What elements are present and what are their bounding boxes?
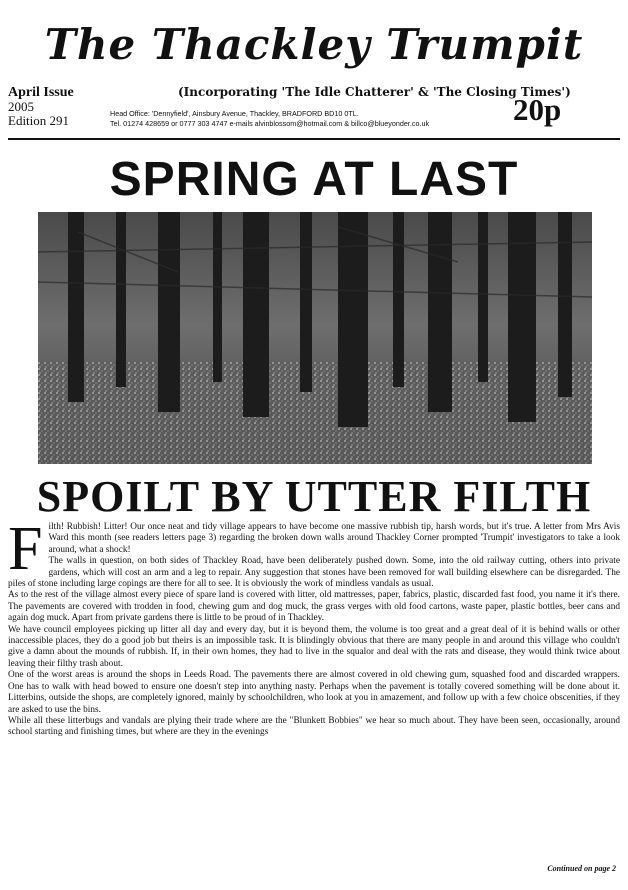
- drop-cap: F: [8, 515, 43, 583]
- article-paragraph-3: As to the rest of the village almost every piece of spare land is covered with litter, old mattresses, paper, fabrics, plastic, discarded fast food, you name it it's there. The pavements are covered with trodden in food, chewing gum and dog muck, the grass verges with old food cartons, waste paper, plastic bottles, beer cans and again dog muck. Apart from private gardens there is little to be proud of in Thackley.: [8, 590, 620, 624]
- main-headline: SPRING AT LAST: [109, 153, 519, 206]
- issue-info: [8, 86, 108, 128]
- article-paragraph-1: ilth! Rubbish! Litter! Our once neat and tidy village appears to have become one massive rubbish tip, harsh words, but it's true. A letter from Mrs Avis Ward this month (see readers letters page 3) regarding the broken down walls around Thackley Corner prompted 'Trumpit' investigators to take a look around, what a shock!: [48, 522, 620, 555]
- masthead-title: The Thackley Trumpit: [44, 20, 584, 69]
- header-rule: [8, 138, 620, 140]
- article-paragraph-5: One of the worst areas is around the shops in Leeds Road. The pavements there are almost covered in old chewing gum, squashed food and discarded wrappers. One has to walk with head bowed to ensure one doesn't step into anything nasty. Perhaps when the pavement is totally covered something will be done about it. Litterbins, outside the shops, are completely ignored, mainly by schoolchildren, who look at you in amazement, and follow up with a few choice obscenities, if they are asked to use the bins.: [8, 670, 620, 715]
- office-address: Head Office: 'Dennyfield', Ainsbury Avenue, Thackley, BRADFORD BD10 0TL.: [110, 109, 359, 118]
- office-phone-email: Tel. 01274 428659 or 0777 303 4747 e-mails alvinblossom@hotmail.com & billco@blueyonder.co.uk: [110, 119, 430, 128]
- article-paragraph-2: The walls in question, on both sides of Thackley Road, have been deliberately pushed down. Some, into the old railway cutting, others into private gardens, which will cost an arm and a leg to repair. Any suggestion that stones have been removed for wall building elsewhere can be disregarded. The piles of stone including large copings are there for all to see. It is obviously the work of mindless vandals as usual.: [8, 556, 620, 590]
- office-contact: [110, 109, 429, 129]
- continued-note: Continued on page 2: [547, 864, 616, 873]
- woodland-photo-graphic: [38, 212, 592, 464]
- article-body: [8, 515, 620, 739]
- price-label: 20p: [513, 92, 562, 127]
- article-paragraph-4: We have council employees picking up litter all day and every day, but it is beyond them, the volume is too great and a great deal of it is behind walls or other inaccessible places, they do a good job but theirs is an impossible task. It is blindingly obvious that there are many people in and around this village who couldn't give a damn about the mounds of rubbish. If, in their own homes, they had to live in the squalor and deal with the rats and disease, they would think twice about leaving their filthy trash about.: [8, 624, 620, 669]
- issue-month: April Issue: [8, 85, 74, 100]
- woodland-photo: [38, 212, 592, 464]
- issue-year: 2005: [8, 99, 34, 114]
- article-headline: SPOILT BY UTTER FILTH: [36, 472, 592, 521]
- article-paragraph-6: While all these litterbugs and vandals are plying their trade where are the "Blunkett Bobbies" we hear so much about. They have been seen, occasionally, around school starting and finishing times, but where are they in the evenings: [8, 715, 620, 738]
- issue-edition: Edition 291: [8, 113, 70, 128]
- incorporating-line: (Incorporating 'The Idle Chatterer' & 'The Closing Times'): [178, 85, 571, 99]
